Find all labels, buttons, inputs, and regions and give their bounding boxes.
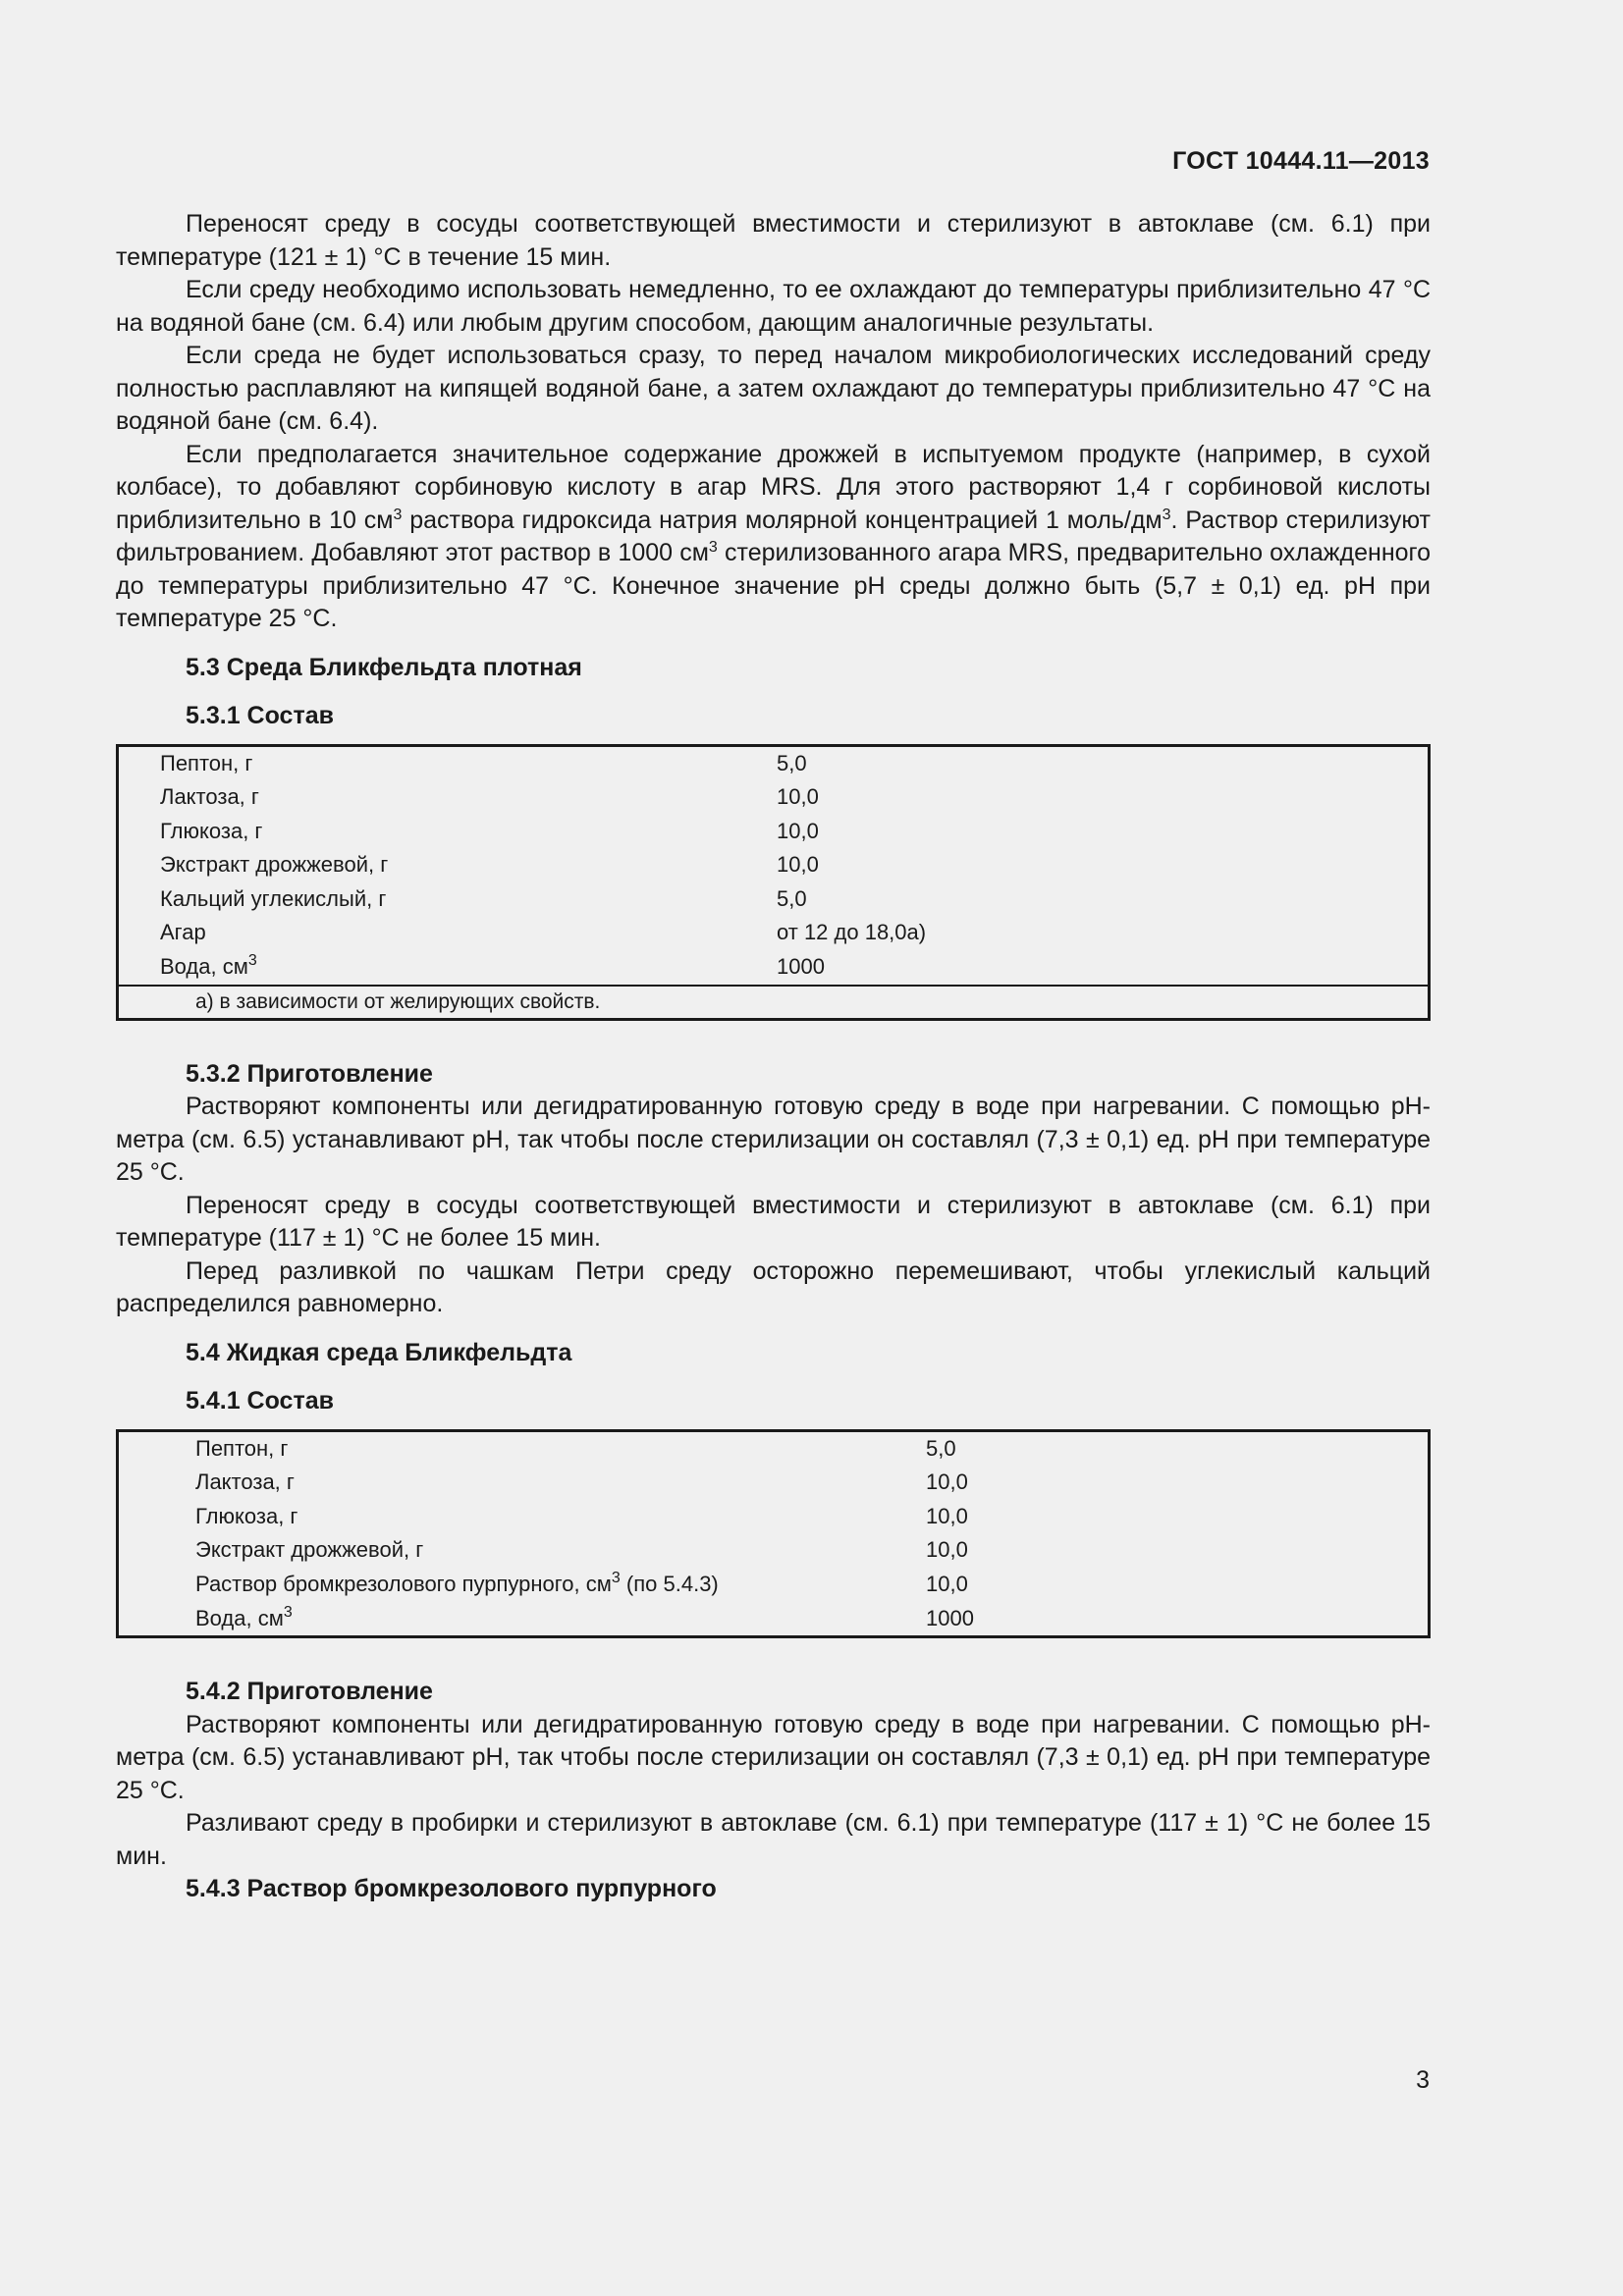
ingredient-value: от 12 до 18,0а) bbox=[777, 920, 927, 945]
ingredient-name: Глюкоза, г bbox=[195, 1503, 298, 1528]
ingredient-value: 10,0 bbox=[777, 818, 819, 843]
ingredient-value: 1000 bbox=[777, 954, 825, 980]
paragraph: Если среду необходимо использовать немедленно, то ее охлаждают до температуры приблизительно 47 °С на водяной бане (см. 6.4) или любым другим способом, дающим аналогичные результаты. bbox=[116, 276, 1431, 337]
subsection-heading-5-3-2: 5.3.2 Приготовление bbox=[186, 1059, 433, 1088]
table-row bbox=[119, 1500, 1428, 1534]
table-row bbox=[119, 1602, 1428, 1636]
paragraph: Разливают среду в пробирки и стерилизуют в автоклаве (см. 6.1) при температуре (117 ± 1) °С не более 15 мин. bbox=[116, 1809, 1431, 1870]
superscript: 3 bbox=[611, 1570, 621, 1587]
document-header: ГОСТ 10444.11—2013 bbox=[1172, 147, 1430, 175]
ingredient-value: 10,0 bbox=[926, 1572, 968, 1597]
table-row bbox=[119, 780, 1428, 815]
ingredient-name: Агар bbox=[160, 920, 206, 945]
table-row bbox=[119, 950, 1428, 985]
ingredient-value: 1000 bbox=[926, 1605, 974, 1630]
table-row bbox=[119, 848, 1428, 882]
paragraph: Если среда не будет использоваться сразу, то перед началом микробиологических исследований среду полностью расплавляют на кипящей водяной бане, а затем охлаждают до температуры приблизительно 47 °С на водяной бане (см. 6.4). bbox=[116, 342, 1431, 435]
ingredient-name: Лактоза, г bbox=[195, 1469, 295, 1495]
ingredient-value: 10,0 bbox=[777, 852, 819, 878]
superscript: 3 bbox=[393, 506, 403, 523]
ingredient-value: 10,0 bbox=[926, 1469, 968, 1495]
page-number: 3 bbox=[1416, 2066, 1430, 2094]
ingredient-value: 5,0 bbox=[777, 750, 807, 775]
text-run: Вода, см bbox=[160, 954, 248, 980]
table-row bbox=[119, 882, 1428, 917]
table-row bbox=[119, 1533, 1428, 1568]
ingredient-name: Кальций углекислый, г bbox=[160, 885, 387, 911]
superscript: 3 bbox=[1162, 506, 1171, 523]
subsection-heading-5-4-2: 5.4.2 Приготовление bbox=[186, 1678, 433, 1706]
ingredient-value: 5,0 bbox=[777, 885, 807, 911]
table-footnote: а) в зависимости от желирующих свойств. bbox=[119, 985, 1428, 1018]
ingredient-value: 5,0 bbox=[926, 1435, 956, 1461]
composition-table-5-4 bbox=[116, 1429, 1431, 1639]
paragraph: Растворяют компоненты или дегидратированную готовую среду в воде при нагревании. С помощью pH-метра (см. 6.5) устанавливают pH, так чтобы после стерилизации он составлял (7,3 ± 0,1) ед. pH при температуре 25 °С. bbox=[116, 1710, 1431, 1804]
ingredient-name: Пептон, г bbox=[160, 750, 253, 775]
text-run: . Раствор стерилизуют фильтрованием. Добавляют этот раствор в 1000 см bbox=[116, 506, 1431, 566]
ingredient-name bbox=[119, 1602, 926, 1636]
table-row bbox=[119, 916, 1428, 950]
ingredient-name: Пептон, г bbox=[195, 1435, 289, 1461]
ingredient-name bbox=[119, 1568, 926, 1602]
text-run: раствора гидроксида натрия молярной концентрацией 1 моль/дм bbox=[402, 506, 1163, 534]
table-row bbox=[119, 1466, 1428, 1500]
text-run: Вода, см bbox=[195, 1605, 284, 1630]
ingredient-name bbox=[119, 950, 777, 985]
subsection-heading-5-4-1: 5.4.1 Состав bbox=[186, 1387, 334, 1415]
table-row bbox=[119, 747, 1428, 781]
subsection-heading-5-3-1: 5.3.1 Состав bbox=[186, 702, 334, 729]
ingredient-name: Экстракт дрожжевой, г bbox=[195, 1537, 424, 1563]
section-heading-5-3: 5.3 Среда Бликфельдта плотная bbox=[186, 653, 582, 681]
paragraph: Перед разливкой по чашкам Петри среду осторожно перемешивают, чтобы углекислый кальций распределился равномерно. bbox=[116, 1256, 1431, 1318]
ingredient-name: Глюкоза, г bbox=[160, 818, 263, 843]
text-run: Если предполагается значительное содержание дрожжей в испытуемом продукте (например, в сухой колбасе), то добавляют сорбиновую кислоту в агар MRS. Для этого растворяют 1,4 г сорбиновой кислоты приблизительно в 10 см bbox=[116, 440, 1431, 534]
ingredient-value: 10,0 bbox=[777, 784, 819, 810]
ingredient-value: 10,0 bbox=[926, 1503, 968, 1528]
paragraph: Переносят среду в сосуды соответствующей вместимости и стерилизуют в автоклаве (см. 6.1) при температуре (121 ± 1) °С в течение 15 мин. bbox=[116, 210, 1431, 271]
subsection-heading-5-4-3: 5.4.3 Раствор бромкрезолового пурпурного bbox=[186, 1875, 717, 1903]
superscript: 3 bbox=[247, 952, 257, 970]
table-row bbox=[119, 1432, 1428, 1467]
composition-table-5-3 bbox=[116, 744, 1431, 1021]
ingredient-name: Экстракт дрожжевой, г bbox=[160, 852, 389, 878]
paragraph: Растворяют компоненты или дегидратированную готовую среду в воде при нагревании. С помощью pH-метра (см. 6.5) устанавливают pH, так чтобы после стерилизации он составлял (7,3 ± 0,1) ед. pH при температуре 25 °С. bbox=[116, 1093, 1431, 1187]
text-run: (по 5.4.3) bbox=[620, 1572, 719, 1597]
table-row bbox=[119, 1568, 1428, 1602]
superscript: 3 bbox=[283, 1603, 293, 1621]
text-run: Раствор бромкрезолового пурпурного, см bbox=[195, 1572, 612, 1597]
paragraph: Переносят среду в сосуды соответствующей вместимости и стерилизуют в автоклаве (см. 6.1) при температуре (117 ± 1) °С не более 15 мин. bbox=[116, 1191, 1431, 1253]
ingredient-value: 10,0 bbox=[926, 1537, 968, 1563]
document-body bbox=[116, 208, 1431, 1906]
superscript: 3 bbox=[708, 539, 718, 556]
table-row bbox=[119, 815, 1428, 849]
section-heading-5-4: 5.4 Жидкая среда Бликфельдта bbox=[186, 1338, 572, 1366]
ingredient-name: Лактоза, г bbox=[160, 784, 259, 810]
sorbic-acid-paragraph bbox=[116, 439, 1431, 636]
text-run: стерилизованного агара MRS, предварительно охлажденного до температуры приблизительно 47 °С. Конечное значение pH среды должно быть (5,7 ± 0,1) ед. pH при температуре 25 °С. bbox=[116, 539, 1431, 632]
